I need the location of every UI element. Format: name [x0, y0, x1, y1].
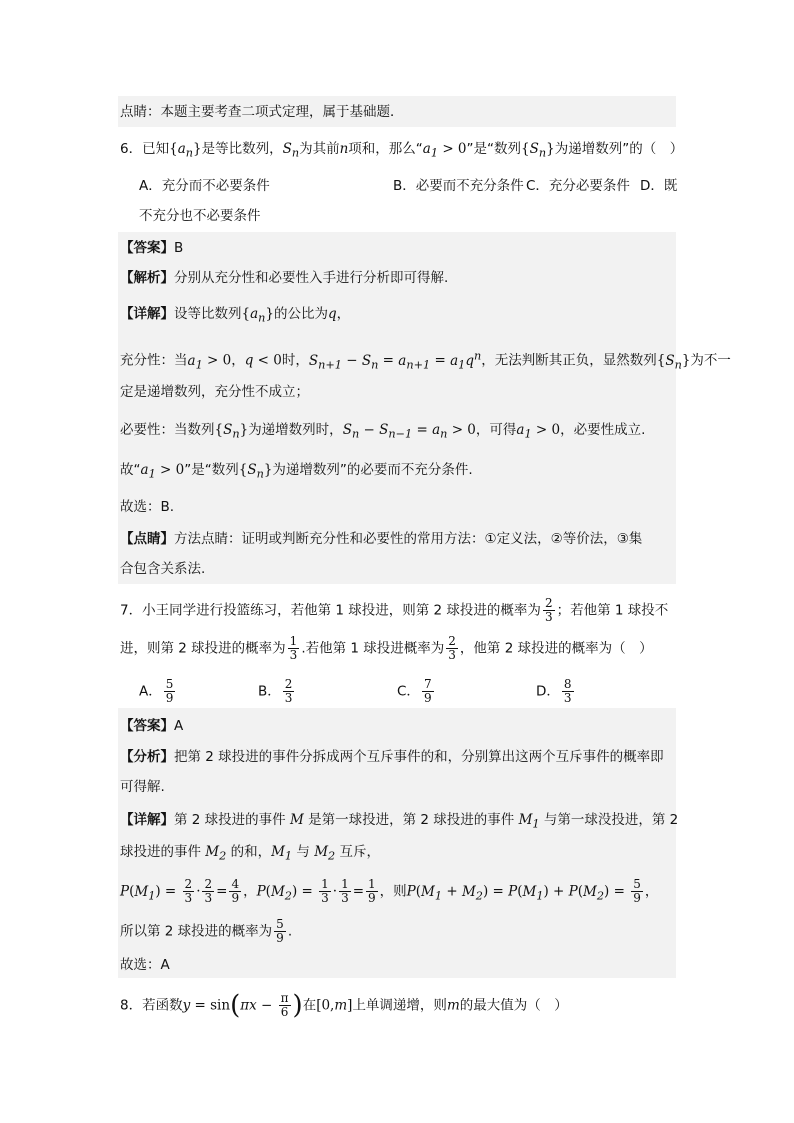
- q7-detail: 【详解】第 2 球投进的事件 M 是第一球投进，第 2 球投进的事件 $M_1$ 与第一球没投进，第 2: [120, 812, 679, 831]
- q7-result: 所以第 2 球投进的概率为 $\frac{5}{9}$ .: [120, 917, 293, 945]
- q7-choose: 故选：A: [120, 957, 170, 973]
- q7-option-b[interactable]: B． $\frac{2}{3}$: [258, 677, 293, 705]
- q7-stem-line1: 7．小王同学进行投篮练习，若他第 1 球投进，则第 2 球投进的概率为 $\frac{2}{3}$ ；若他第 1 球投不: [120, 596, 669, 624]
- q6-option-a[interactable]: A．充分而不必要条件: [139, 178, 270, 194]
- q6-stem: 6．已知$\{a_n\}$是等比数列，$S_n$为其前n项和，那么“$a_1 > 0$”是“数列$\{S_n\}$为递增数列”的（ ）: [120, 141, 684, 160]
- q7-answer: 【答案】A: [120, 718, 184, 734]
- q7-calculation: $P(M_1)$ = $\frac{2}{3}$ · $\frac{2}{3}$ = $\frac{4}{9}$ ，$P(M_2)$ = $\frac{1}{3}$ · $\frac{1}{3}$ = $\frac{1}{9}$ ，则$P(M_1 + M_2) = P(M_1) + P(M_2)$ = $\frac{5}{9}$ ，: [120, 877, 659, 905]
- q6-option-d-cont: 不充分也不必要条件: [139, 208, 261, 224]
- q7-stem-line2: 进，则第 2 球投进的概率为 $\frac{1}{3}$ .若他第 1 球投进概率为 $\frac{2}{3}$ ，他第 2 球投进的概率为（ ）: [120, 634, 653, 662]
- q6-analysis: 【解析】分别从充分性和必要性入手进行分析即可得解.: [120, 270, 449, 286]
- q7-analysis: 【分析】把第 2 球投进的事件分拆成两个互斥事件的和，分别算出这两个互斥事件的概率即: [120, 749, 664, 765]
- q6-necessity: 必要性：当数列$\{S_n\}$为递增数列时，$S_n - S_{n-1} = a_n > 0$，可得$a_1 > 0$，必要性成立.: [120, 422, 646, 441]
- q6-point-cont: 合包含关系法.: [120, 561, 206, 577]
- q6-sufficiency-cont: 定是递增数列，充分性不成立；: [120, 384, 309, 400]
- q6-choose: 故选：B.: [120, 499, 175, 515]
- q7-analysis-cont: 可得解.: [120, 779, 165, 795]
- q7-option-d[interactable]: D． $\frac{8}{3}$: [536, 677, 572, 705]
- q5-point-line: 点睛：本题主要考查二项式定理，属于基础题．: [120, 104, 404, 120]
- q7-option-a[interactable]: A． $\frac{5}{9}$: [139, 677, 174, 705]
- q6-option-c[interactable]: C．充分必要条件: [526, 178, 630, 194]
- q6-answer: 【答案】B: [120, 240, 184, 256]
- q6-conclusion: 故“$a_1 > 0$”是“数列$\{S_n\}$为递增数列”的必要而不充分条件.: [120, 462, 473, 481]
- q8-stem: 8．若函数y = sin(πx − $\frac{\pi}{6}$ )在[0,m]上单调递增，则m的最大值为（ ）: [120, 990, 568, 1021]
- q6-option-b[interactable]: B．必要而不充分条件: [393, 178, 524, 194]
- q7-detail-cont: 球投进的事件 $M_2$ 的和，$M_1$ 与 $M_2$ 互斥，: [120, 844, 380, 863]
- q7-option-c[interactable]: C． $\frac{7}{9}$: [397, 677, 432, 705]
- q6-option-d[interactable]: D．既: [640, 178, 678, 194]
- q6-detail: 【详解】设等比数列$\{a_n\}$的公比为q，: [120, 306, 351, 325]
- q6-sufficiency: 充分性：当$a_1 > 0$，q < 0时，$S_{n+1} - S_n = a_{n+1} = a_1q^n$，无法判断其正负，显然数列$\{S_n\}$为不一: [120, 349, 731, 372]
- q6-point: 【点睛】方法点睛：证明或判断充分性和必要性的常用方法：①定义法，②等价法，③集: [120, 531, 643, 547]
